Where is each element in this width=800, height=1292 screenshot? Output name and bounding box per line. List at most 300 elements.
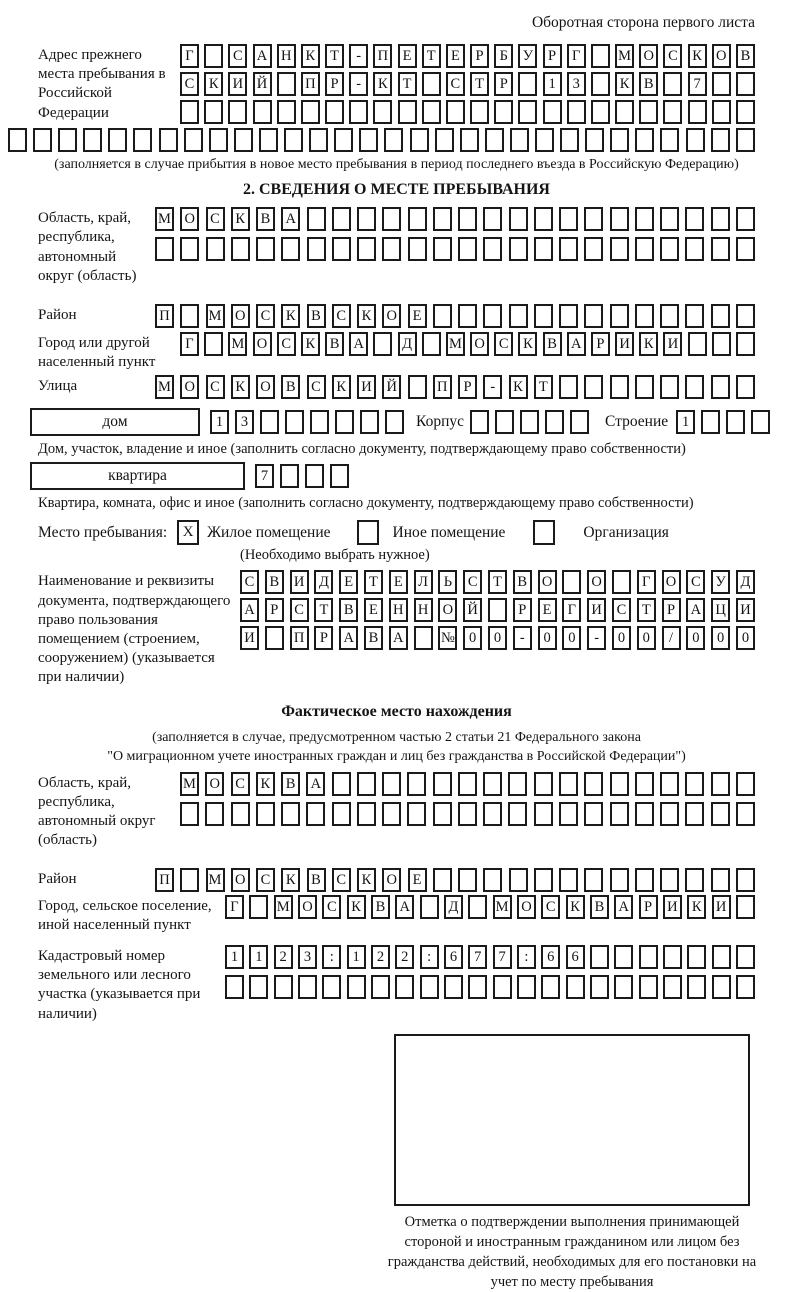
char-cell[interactable]: [133, 128, 152, 152]
char-cell[interactable]: О: [382, 304, 401, 328]
char-cell[interactable]: [385, 410, 404, 434]
char-cell[interactable]: О: [587, 570, 606, 594]
char-cell[interactable]: [234, 128, 253, 152]
char-cell[interactable]: [407, 772, 426, 796]
char-cell[interactable]: [180, 304, 199, 328]
char-cell[interactable]: 3: [235, 410, 254, 434]
char-cell[interactable]: [560, 128, 579, 152]
char-cell[interactable]: [360, 410, 379, 434]
char-cell[interactable]: [373, 332, 392, 356]
char-cell[interactable]: [280, 464, 299, 488]
char-cell[interactable]: К: [256, 772, 275, 796]
char-cell[interactable]: С: [322, 895, 341, 919]
char-cell[interactable]: [614, 975, 633, 999]
char-cell[interactable]: [483, 304, 502, 328]
char-cell[interactable]: [458, 868, 477, 892]
char-cell[interactable]: [468, 975, 487, 999]
char-cell[interactable]: [610, 128, 629, 152]
char-cell[interactable]: О: [382, 868, 401, 892]
char-cell[interactable]: [204, 332, 223, 356]
char-cell[interactable]: К: [204, 72, 223, 96]
char-cell[interactable]: 6: [444, 945, 463, 969]
checkbox-dwelling[interactable]: X: [177, 520, 199, 545]
char-cell[interactable]: [277, 100, 296, 124]
char-cell[interactable]: К: [231, 207, 250, 231]
char-cell[interactable]: К: [301, 332, 320, 356]
char-cell[interactable]: [508, 772, 527, 796]
char-cell[interactable]: [584, 375, 603, 399]
char-cell[interactable]: К: [281, 868, 300, 892]
char-cell[interactable]: [408, 375, 427, 399]
char-cell[interactable]: [559, 772, 578, 796]
char-cell[interactable]: [711, 304, 730, 328]
char-cell[interactable]: [305, 464, 324, 488]
char-cell[interactable]: [205, 802, 224, 826]
char-cell[interactable]: [712, 975, 731, 999]
char-cell[interactable]: [435, 128, 454, 152]
char-cell[interactable]: [332, 237, 351, 261]
char-cell[interactable]: [420, 975, 439, 999]
char-cell[interactable]: 1: [676, 410, 695, 434]
char-cell[interactable]: [610, 868, 629, 892]
char-cell[interactable]: О: [256, 375, 275, 399]
char-cell[interactable]: [726, 410, 745, 434]
char-cell[interactable]: В: [307, 304, 326, 328]
char-cell[interactable]: [711, 375, 730, 399]
char-cell[interactable]: [433, 304, 452, 328]
char-cell[interactable]: [382, 802, 401, 826]
char-cell[interactable]: [559, 304, 578, 328]
char-cell[interactable]: С: [206, 375, 225, 399]
char-cell[interactable]: Т: [364, 570, 383, 594]
char-cell[interactable]: [330, 464, 349, 488]
char-cell[interactable]: [559, 237, 578, 261]
char-cell[interactable]: [180, 868, 199, 892]
char-cell[interactable]: [206, 237, 225, 261]
char-cell[interactable]: [562, 570, 581, 594]
char-cell[interactable]: Л: [414, 570, 433, 594]
char-cell[interactable]: [433, 802, 452, 826]
char-cell[interactable]: И: [290, 570, 309, 594]
char-cell[interactable]: [685, 207, 704, 231]
char-cell[interactable]: Т: [325, 44, 344, 68]
char-cell[interactable]: [184, 128, 203, 152]
char-cell[interactable]: [306, 802, 325, 826]
char-cell[interactable]: [711, 802, 730, 826]
char-cell[interactable]: К: [688, 44, 707, 68]
char-cell[interactable]: [660, 128, 679, 152]
char-cell[interactable]: №: [438, 626, 457, 650]
char-cell[interactable]: М: [274, 895, 293, 919]
char-cell[interactable]: К: [231, 375, 250, 399]
char-cell[interactable]: [635, 772, 654, 796]
char-cell[interactable]: [298, 975, 317, 999]
char-cell[interactable]: [712, 100, 731, 124]
char-cell[interactable]: [584, 772, 603, 796]
char-cell[interactable]: [458, 304, 477, 328]
char-cell[interactable]: С: [231, 772, 250, 796]
char-cell[interactable]: [414, 626, 433, 650]
char-cell[interactable]: [359, 128, 378, 152]
char-cell[interactable]: 0: [612, 626, 631, 650]
char-cell[interactable]: [493, 975, 512, 999]
char-cell[interactable]: [458, 237, 477, 261]
char-cell[interactable]: [33, 128, 52, 152]
char-cell[interactable]: 1: [543, 72, 562, 96]
char-cell[interactable]: -: [349, 44, 368, 68]
char-cell[interactable]: [470, 410, 489, 434]
char-cell[interactable]: [349, 100, 368, 124]
char-cell[interactable]: К: [332, 375, 351, 399]
char-cell[interactable]: К: [687, 895, 706, 919]
char-cell[interactable]: [711, 237, 730, 261]
char-cell[interactable]: [357, 802, 376, 826]
char-cell[interactable]: 1: [225, 945, 244, 969]
prev-address-row-1[interactable]: [180, 44, 755, 68]
char-cell[interactable]: [180, 802, 199, 826]
char-cell[interactable]: А: [306, 772, 325, 796]
char-cell[interactable]: Р: [325, 72, 344, 96]
char-cell[interactable]: [534, 868, 553, 892]
char-cell[interactable]: [281, 802, 300, 826]
char-cell[interactable]: [685, 868, 704, 892]
char-cell[interactable]: [285, 410, 304, 434]
char-cell[interactable]: [509, 237, 528, 261]
char-cell[interactable]: Р: [458, 375, 477, 399]
char-cell[interactable]: -: [513, 626, 532, 650]
char-cell[interactable]: [382, 772, 401, 796]
char-cell[interactable]: Р: [513, 598, 532, 622]
actual-city-row[interactable]: [225, 895, 755, 919]
char-cell[interactable]: С: [206, 207, 225, 231]
char-cell[interactable]: :: [322, 945, 341, 969]
char-cell[interactable]: [610, 772, 629, 796]
char-cell[interactable]: А: [281, 207, 300, 231]
char-cell[interactable]: [371, 975, 390, 999]
char-cell[interactable]: Р: [265, 598, 284, 622]
char-cell[interactable]: [663, 975, 682, 999]
char-cell[interactable]: [382, 237, 401, 261]
char-cell[interactable]: [736, 237, 755, 261]
char-cell[interactable]: С: [494, 332, 513, 356]
char-cell[interactable]: Е: [446, 44, 465, 68]
char-cell[interactable]: О: [180, 207, 199, 231]
char-cell[interactable]: 6: [566, 945, 585, 969]
char-cell[interactable]: К: [639, 332, 658, 356]
char-cell[interactable]: [209, 128, 228, 152]
char-cell[interactable]: [259, 128, 278, 152]
char-cell[interactable]: [585, 128, 604, 152]
char-cell[interactable]: И: [663, 895, 682, 919]
char-cell[interactable]: [325, 100, 344, 124]
char-cell[interactable]: 0: [686, 626, 705, 650]
char-cell[interactable]: [736, 72, 755, 96]
char-cell[interactable]: [559, 802, 578, 826]
char-cell[interactable]: А: [240, 598, 259, 622]
char-cell[interactable]: [685, 304, 704, 328]
char-cell[interactable]: П: [301, 72, 320, 96]
char-cell[interactable]: [610, 207, 629, 231]
char-cell[interactable]: Г: [562, 598, 581, 622]
char-cell[interactable]: К: [301, 44, 320, 68]
char-cell[interactable]: Р: [470, 44, 489, 68]
char-cell[interactable]: [225, 975, 244, 999]
char-cell[interactable]: С: [446, 72, 465, 96]
char-cell[interactable]: С: [277, 332, 296, 356]
char-cell[interactable]: В: [639, 72, 658, 96]
char-cell[interactable]: М: [206, 868, 225, 892]
char-cell[interactable]: [701, 410, 720, 434]
char-cell[interactable]: [751, 410, 770, 434]
char-cell[interactable]: [518, 72, 537, 96]
char-cell[interactable]: И: [587, 598, 606, 622]
house-cells[interactable]: [210, 410, 404, 434]
char-cell[interactable]: Р: [543, 44, 562, 68]
char-cell[interactable]: [420, 895, 439, 919]
char-cell[interactable]: [357, 237, 376, 261]
char-cell[interactable]: [736, 868, 755, 892]
char-cell[interactable]: [408, 207, 427, 231]
char-cell[interactable]: [663, 100, 682, 124]
char-cell[interactable]: М: [228, 332, 247, 356]
char-cell[interactable]: [566, 975, 585, 999]
char-cell[interactable]: Г: [225, 895, 244, 919]
char-cell[interactable]: С: [256, 868, 275, 892]
char-cell[interactable]: [433, 207, 452, 231]
char-cell[interactable]: [610, 237, 629, 261]
char-cell[interactable]: С: [541, 895, 560, 919]
char-cell[interactable]: 0: [637, 626, 656, 650]
char-cell[interactable]: И: [228, 72, 247, 96]
char-cell[interactable]: [446, 100, 465, 124]
char-cell[interactable]: [663, 945, 682, 969]
char-cell[interactable]: [685, 375, 704, 399]
char-cell[interactable]: М: [155, 207, 174, 231]
char-cell[interactable]: [231, 802, 250, 826]
char-cell[interactable]: В: [281, 772, 300, 796]
char-cell[interactable]: [635, 207, 654, 231]
char-cell[interactable]: О: [662, 570, 681, 594]
char-cell[interactable]: [688, 100, 707, 124]
char-cell[interactable]: 7: [255, 464, 274, 488]
char-cell[interactable]: [736, 207, 755, 231]
char-cell[interactable]: [265, 626, 284, 650]
char-cell[interactable]: К: [357, 868, 376, 892]
char-cell[interactable]: Е: [389, 570, 408, 594]
char-cell[interactable]: [660, 304, 679, 328]
char-cell[interactable]: [422, 332, 441, 356]
char-cell[interactable]: И: [712, 895, 731, 919]
char-cell[interactable]: [612, 570, 631, 594]
char-cell[interactable]: [685, 802, 704, 826]
char-cell[interactable]: О: [538, 570, 557, 594]
char-cell[interactable]: [277, 72, 296, 96]
char-cell[interactable]: С: [686, 570, 705, 594]
char-cell[interactable]: А: [567, 332, 586, 356]
char-cell[interactable]: Р: [662, 598, 681, 622]
char-cell[interactable]: О: [205, 772, 224, 796]
region-row-2[interactable]: [155, 237, 755, 261]
char-cell[interactable]: 2: [371, 945, 390, 969]
char-cell[interactable]: [534, 237, 553, 261]
char-cell[interactable]: А: [395, 895, 414, 919]
char-cell[interactable]: Н: [389, 598, 408, 622]
cadastre-row-1[interactable]: [225, 945, 755, 969]
char-cell[interactable]: Д: [314, 570, 333, 594]
char-cell[interactable]: [155, 237, 174, 261]
char-cell[interactable]: [517, 975, 536, 999]
char-cell[interactable]: Е: [339, 570, 358, 594]
char-cell[interactable]: :: [420, 945, 439, 969]
char-cell[interactable]: [559, 375, 578, 399]
char-cell[interactable]: С: [180, 72, 199, 96]
stroenie-cells[interactable]: [676, 410, 770, 434]
char-cell[interactable]: С: [463, 570, 482, 594]
char-cell[interactable]: О: [639, 44, 658, 68]
char-cell[interactable]: [660, 375, 679, 399]
document-row-1[interactable]: [240, 570, 755, 594]
char-cell[interactable]: [534, 772, 553, 796]
char-cell[interactable]: [520, 410, 539, 434]
char-cell[interactable]: [570, 410, 589, 434]
char-cell[interactable]: [483, 802, 502, 826]
char-cell[interactable]: [260, 410, 279, 434]
char-cell[interactable]: Й: [463, 598, 482, 622]
char-cell[interactable]: 3: [567, 72, 586, 96]
char-cell[interactable]: [639, 100, 658, 124]
char-cell[interactable]: Д: [398, 332, 417, 356]
char-cell[interactable]: Т: [470, 72, 489, 96]
char-cell[interactable]: О: [470, 332, 489, 356]
char-cell[interactable]: [660, 868, 679, 892]
char-cell[interactable]: 6: [541, 945, 560, 969]
char-cell[interactable]: Г: [567, 44, 586, 68]
char-cell[interactable]: [711, 868, 730, 892]
char-cell[interactable]: [347, 975, 366, 999]
char-cell[interactable]: [736, 332, 755, 356]
char-cell[interactable]: [591, 72, 610, 96]
char-cell[interactable]: [660, 802, 679, 826]
char-cell[interactable]: [307, 237, 326, 261]
char-cell[interactable]: [309, 128, 328, 152]
char-cell[interactable]: [635, 237, 654, 261]
char-cell[interactable]: [635, 304, 654, 328]
actual-region-row-1[interactable]: [180, 772, 755, 796]
char-cell[interactable]: [468, 895, 487, 919]
char-cell[interactable]: -: [483, 375, 502, 399]
char-cell[interactable]: [736, 128, 755, 152]
char-cell[interactable]: 0: [463, 626, 482, 650]
char-cell[interactable]: В: [543, 332, 562, 356]
char-cell[interactable]: И: [240, 626, 259, 650]
char-cell[interactable]: [488, 598, 507, 622]
char-cell[interactable]: [231, 237, 250, 261]
char-cell[interactable]: 7: [468, 945, 487, 969]
char-cell[interactable]: Й: [253, 72, 272, 96]
char-cell[interactable]: [584, 237, 603, 261]
char-cell[interactable]: С: [332, 304, 351, 328]
char-cell[interactable]: О: [712, 44, 731, 68]
char-cell[interactable]: [483, 868, 502, 892]
char-cell[interactable]: [253, 100, 272, 124]
char-cell[interactable]: Д: [736, 570, 755, 594]
char-cell[interactable]: Т: [422, 44, 441, 68]
char-cell[interactable]: 7: [493, 945, 512, 969]
char-cell[interactable]: [256, 802, 275, 826]
char-cell[interactable]: [509, 868, 528, 892]
char-cell[interactable]: С: [256, 304, 275, 328]
char-cell[interactable]: С: [612, 598, 631, 622]
char-cell[interactable]: В: [339, 598, 358, 622]
char-cell[interactable]: [180, 237, 199, 261]
char-cell[interactable]: А: [389, 626, 408, 650]
region-row-1[interactable]: [155, 207, 755, 231]
char-cell[interactable]: [108, 128, 127, 152]
apartment-cells[interactable]: [255, 464, 349, 488]
char-cell[interactable]: [470, 100, 489, 124]
char-cell[interactable]: Н: [277, 44, 296, 68]
char-cell[interactable]: [590, 945, 609, 969]
char-cell[interactable]: [660, 772, 679, 796]
char-cell[interactable]: [534, 207, 553, 231]
city-row[interactable]: [180, 332, 755, 356]
char-cell[interactable]: [584, 304, 603, 328]
char-cell[interactable]: И: [357, 375, 376, 399]
char-cell[interactable]: К: [509, 375, 528, 399]
char-cell[interactable]: О: [298, 895, 317, 919]
char-cell[interactable]: [584, 207, 603, 231]
char-cell[interactable]: [83, 128, 102, 152]
street-row[interactable]: [155, 375, 755, 399]
char-cell[interactable]: [736, 895, 755, 919]
char-cell[interactable]: [433, 237, 452, 261]
char-cell[interactable]: 1: [210, 410, 229, 434]
char-cell[interactable]: Е: [408, 304, 427, 328]
checkbox-other-premises[interactable]: [357, 520, 379, 545]
char-cell[interactable]: [635, 375, 654, 399]
char-cell[interactable]: Г: [180, 44, 199, 68]
char-cell[interactable]: [686, 128, 705, 152]
char-cell[interactable]: [543, 100, 562, 124]
char-cell[interactable]: [395, 975, 414, 999]
char-cell[interactable]: П: [373, 44, 392, 68]
char-cell[interactable]: К: [615, 72, 634, 96]
cadastre-row-2[interactable]: [225, 975, 755, 999]
char-cell[interactable]: [615, 100, 634, 124]
char-cell[interactable]: [495, 410, 514, 434]
char-cell[interactable]: [274, 975, 293, 999]
prev-address-row-2[interactable]: [180, 72, 755, 96]
char-cell[interactable]: [284, 128, 303, 152]
checkbox-organization[interactable]: [533, 520, 555, 545]
char-cell[interactable]: [509, 304, 528, 328]
char-cell[interactable]: [610, 802, 629, 826]
char-cell[interactable]: А: [339, 626, 358, 650]
char-cell[interactable]: А: [686, 598, 705, 622]
char-cell[interactable]: С: [240, 570, 259, 594]
char-cell[interactable]: Т: [637, 598, 656, 622]
actual-district-row[interactable]: [155, 868, 755, 892]
char-cell[interactable]: [410, 128, 429, 152]
char-cell[interactable]: М: [446, 332, 465, 356]
char-cell[interactable]: Е: [398, 44, 417, 68]
char-cell[interactable]: [407, 802, 426, 826]
char-cell[interactable]: Б: [494, 44, 513, 68]
char-cell[interactable]: [736, 304, 755, 328]
char-cell[interactable]: [591, 44, 610, 68]
char-cell[interactable]: -: [587, 626, 606, 650]
char-cell[interactable]: [458, 802, 477, 826]
